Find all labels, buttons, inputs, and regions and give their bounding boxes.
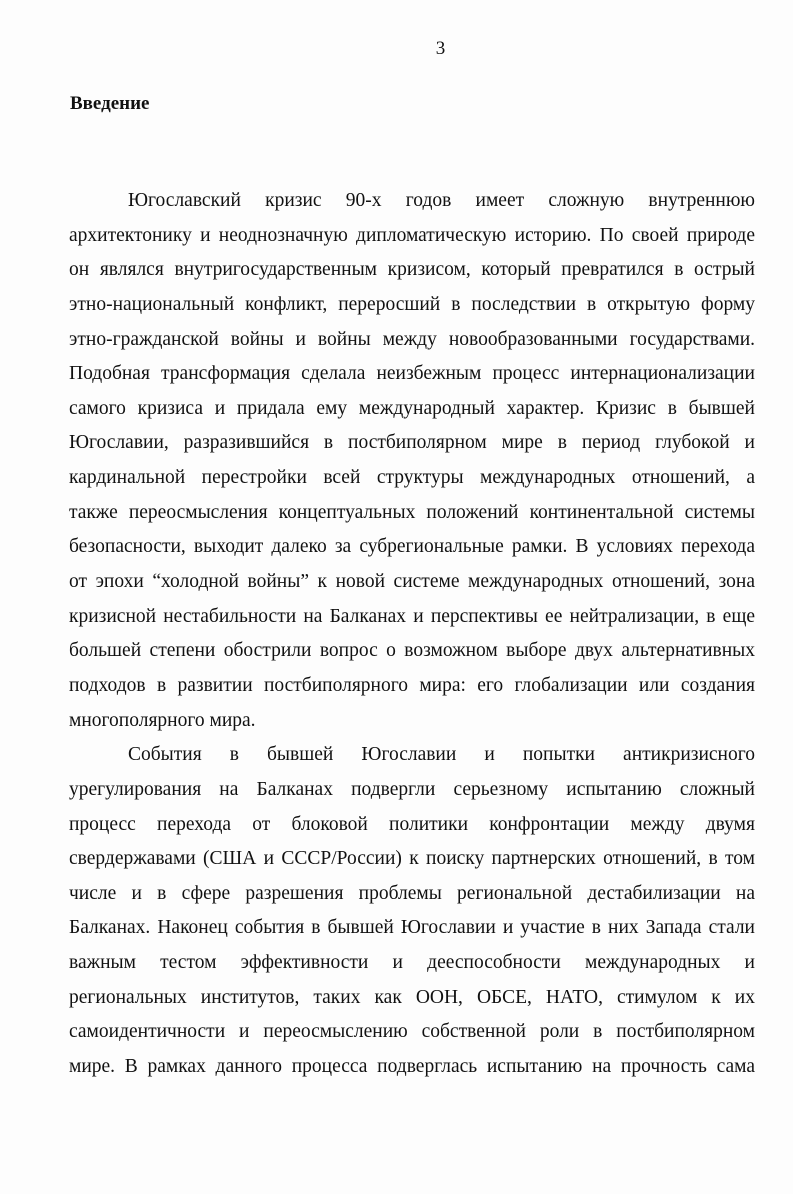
paragraph-2	[69, 738, 755, 1084]
text-line: региональных институтов, таких как ООН, ОБСЕ, НАТО, стимулом к их	[69, 986, 755, 1008]
text-line: от эпохи “холодной войны” к новой системе международных отношений, зона	[69, 571, 755, 593]
text-line: этно-национальный конфликт, переросший в последствии в открытую форму	[69, 293, 755, 315]
text-line: процесс перехода от блоковой политики конфронтации между двумя	[69, 813, 755, 835]
text-line: самого кризиса и придала ему международный характер. Кризис в бывшей	[69, 397, 755, 419]
text-line: Югославии, разразившийся в постбиполярном мире в период глубокой и	[69, 432, 755, 454]
text-line: также переосмысления концептуальных положений континентальной системы	[69, 501, 755, 523]
text-line: этно-гражданской войны и войны между новообразованными государствами.	[69, 328, 755, 350]
text-line: Югославский кризис 90-х годов имеет сложную внутреннюю	[128, 190, 755, 211]
text-line: многополярного мира.	[69, 709, 256, 731]
text-line: Балканах. Наконец события в бывшей Югославии и участие в них Запада стали	[69, 917, 755, 939]
text-line: События в бывшей Югославии и попытки антикризисного	[128, 744, 755, 766]
text-line: безопасности, выходит далеко за субрегиональные рамки. В условиях перехода	[69, 536, 755, 558]
text-line: самоидентичности и переосмыслению собственной роли в постбиполярном	[69, 1021, 755, 1043]
body-text	[69, 184, 755, 1085]
text-line: свердержавами (США и СССР/России) к поиску партнерских отношений, в том	[69, 848, 755, 870]
text-line: Подобная трансформация сделала неизбежным процесс интернационализации	[69, 363, 755, 385]
page-number: 3	[435, 38, 446, 59]
text-line: кризисной нестабильности на Балканах и перспективы ее нейтрализации, в еще	[69, 605, 755, 627]
text-line: важным тестом эффективности и дееспособности международных и	[69, 952, 755, 974]
text-line: подходов в развитии постбиполярного мира: его глобализации или создания	[69, 674, 755, 696]
paragraph-1	[69, 184, 755, 738]
text-line: кардинальной перестройки всей структуры международных отношений, а	[69, 467, 755, 489]
text-line: мире. В рамках данного процесса подверглась испытанию на прочность сама	[69, 1056, 755, 1078]
section-heading: Введение	[70, 93, 150, 114]
text-line: он являлся внутригосударственным кризисом, который превратился в острый	[69, 259, 755, 281]
text-line: архитектонику и неоднозначную дипломатическую историю. По своей природе	[69, 224, 755, 246]
text-line: урегулирования на Балканах подвергли серьезному испытанию сложный	[69, 778, 755, 800]
text-line: числе и в сфере разрешения проблемы региональной дестабилизации на	[69, 882, 755, 904]
text-line: большей степени обострили вопрос о возможном выборе двух альтернативных	[69, 640, 755, 662]
